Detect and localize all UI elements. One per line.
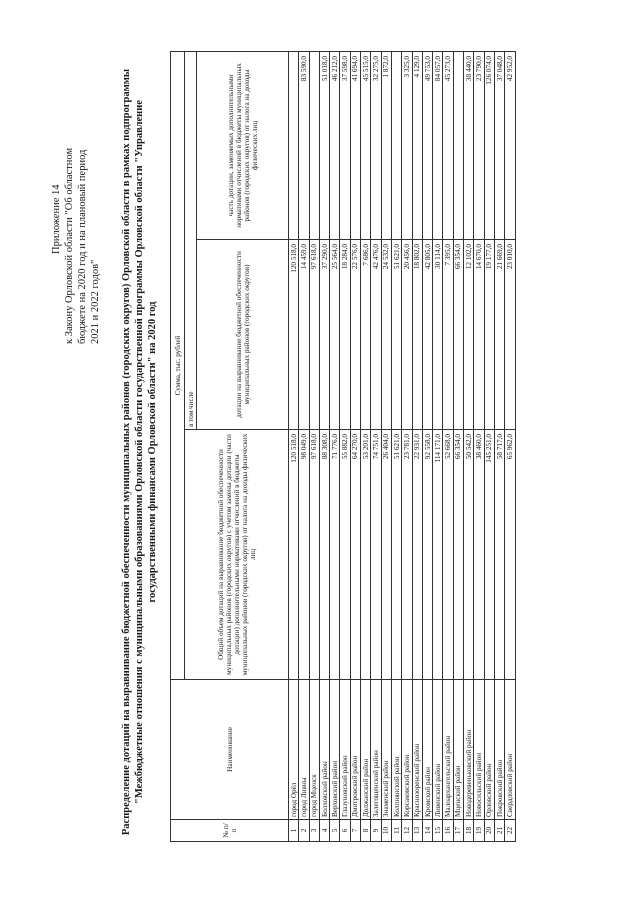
row-name: Болховский район: [319, 680, 329, 820]
row-col-a: 7 395,0: [443, 240, 453, 430]
row-number: 6: [340, 820, 350, 842]
document-page: [40, 22, 600, 882]
row-col-a: 20 456,0: [402, 240, 412, 430]
table-row: [433, 51, 443, 841]
table-row: [412, 51, 422, 841]
row-col-b: [289, 51, 299, 239]
row-col-a: 120 518,0: [289, 240, 299, 430]
row-name: Орловский район: [484, 680, 494, 820]
row-col-a: 30 114,0: [433, 240, 443, 430]
row-col-b: 3 325,0: [402, 51, 412, 239]
table-row: [402, 51, 412, 841]
row-total: 145 251,0: [484, 430, 494, 680]
row-number: 18: [464, 820, 474, 842]
row-number: 14: [422, 820, 432, 842]
row-number: 1: [289, 820, 299, 842]
row-col-b: 4 129,0: [412, 51, 422, 239]
row-number: 21: [494, 820, 504, 842]
row-total: 53 201,0: [361, 430, 371, 680]
row-total: 50 542,0: [464, 430, 474, 680]
row-total: 74 751,0: [371, 430, 381, 680]
row-total: 66 354,0: [453, 430, 463, 680]
row-col-b: 49 753,0: [422, 51, 432, 239]
row-total: 22 931,0: [412, 430, 422, 680]
row-number: 15: [433, 820, 443, 842]
row-col-b: 45 515,0: [361, 51, 371, 239]
table-row: [391, 51, 401, 841]
table-row: [350, 51, 360, 841]
table-row: [494, 51, 504, 841]
row-col-a: 66 354,0: [453, 240, 463, 430]
row-total: 98 049,0: [299, 430, 309, 680]
row-total: 64 270,0: [350, 430, 360, 680]
row-col-b: [453, 51, 463, 239]
table-row: [484, 51, 494, 841]
row-number: 11: [391, 820, 401, 842]
table-row: [474, 51, 484, 841]
row-name: Кромской район: [422, 680, 432, 820]
row-name: Корсаковский район: [402, 680, 412, 820]
table-row: [422, 51, 432, 841]
row-number: 10: [381, 820, 391, 842]
row-col-b: 1 872,0: [381, 51, 391, 239]
row-col-b: 45 273,0: [443, 51, 453, 239]
row-col-b: [309, 51, 319, 239]
table-row: [330, 51, 340, 841]
row-name: Должанский район: [361, 680, 371, 820]
row-col-a: 42 805,0: [422, 240, 432, 430]
row-col-b: [391, 51, 401, 239]
table-row: [309, 51, 319, 841]
table-row: [464, 51, 474, 841]
row-total: 92 558,0: [422, 430, 432, 680]
header-including: в том числе: [185, 51, 197, 429]
row-number: 13: [412, 820, 422, 842]
row-col-b: 37 598,0: [340, 51, 350, 239]
row-col-b: 46 212,0: [330, 51, 340, 239]
appendix-header: [50, 44, 102, 344]
allocation-table: [170, 51, 516, 842]
row-col-a: 14 670,0: [474, 240, 484, 430]
header-name: Наименование: [171, 680, 289, 820]
row-col-a: 18 802,0: [412, 240, 422, 430]
row-name: Дмитровский район: [350, 680, 360, 820]
row-number: 8: [361, 820, 371, 842]
row-col-b: 83 590,0: [299, 51, 309, 239]
appendix-line: Приложение 14: [51, 184, 62, 254]
row-col-a: 23 010,0: [505, 240, 515, 430]
row-col-b: 84 057,0: [433, 51, 443, 239]
row-col-a: 12 102,0: [464, 240, 474, 430]
row-col-a: 19 177,0: [484, 240, 494, 430]
table-row: [361, 51, 371, 841]
row-col-a: 14 459,0: [299, 240, 309, 430]
row-name: Ливенский район: [433, 680, 443, 820]
row-col-a: 51 621,0: [391, 240, 401, 430]
row-total: 26 404,0: [381, 430, 391, 680]
row-number: 5: [330, 820, 340, 842]
row-total: 51 621,0: [391, 430, 401, 680]
row-number: 12: [402, 820, 412, 842]
table-row: [505, 51, 515, 841]
row-total: 52 668,0: [443, 430, 453, 680]
row-col-b: 23 790,0: [474, 51, 484, 239]
row-total: 23 781,0: [402, 430, 412, 680]
row-name: Покровский район: [494, 680, 504, 820]
row-number: 16: [443, 820, 453, 842]
row-total: 88 308,0: [319, 430, 329, 680]
table-row: [299, 51, 309, 841]
row-name: Малоархангельский район: [443, 680, 453, 820]
document-title: Распределение дотаций на выравнивание бюджетной обеспеченности муниципальных районов (городских округов) Орловской области в рамках подпрограммы "Межбюджетные отношения с муниципальными образованиями Орловской области государственной программы Орловской области "Управление государственными финансами Орловской области" на 2020 год: [121, 68, 158, 836]
row-name: город Орёл: [289, 680, 299, 820]
row-col-a: 24 532,0: [381, 240, 391, 430]
row-total: 120 518,0: [289, 430, 299, 680]
row-number: 7: [350, 820, 360, 842]
row-total: 38 460,0: [474, 430, 484, 680]
row-col-b: 38 440,0: [464, 51, 474, 239]
row-col-b: 41 694,0: [350, 51, 360, 239]
header-num: № п/п: [171, 820, 289, 842]
row-number: 22: [505, 820, 515, 842]
row-col-a: 97 618,0: [309, 240, 319, 430]
table-row: [340, 51, 350, 841]
row-number: 9: [371, 820, 381, 842]
appendix-line: 2021 и 2022 годов": [90, 259, 101, 344]
row-name: Мценский район: [453, 680, 463, 820]
row-col-b: 42 952,0: [505, 51, 515, 239]
row-name: Залегощенский район: [371, 680, 381, 820]
row-name: Свердловский район: [505, 680, 515, 820]
appendix-line: к Закону Орловской области "Об областном: [64, 147, 75, 344]
row-col-a: 25 564,0: [330, 240, 340, 430]
row-total: 71 776,0: [330, 430, 340, 680]
row-col-a: 42 476,0: [371, 240, 381, 430]
row-total: 55 882,0: [340, 430, 350, 680]
row-number: 4: [319, 820, 329, 842]
row-name: Верховский район: [330, 680, 340, 820]
header-col-b: часть дотации, заменяемых дополнительными нормативами отчислений в бюджеты муниципальных районов (городских округов) от налога на доходы физических лиц: [197, 51, 289, 239]
row-total: 65 962,0: [505, 430, 515, 680]
row-name: Глазуновский район: [340, 680, 350, 820]
row-total: 97 618,0: [309, 430, 319, 680]
row-name: город Ливны: [299, 680, 309, 820]
row-col-a: 18 284,0: [340, 240, 350, 430]
table-row: [381, 51, 391, 841]
header-sum-group: Сумма, тыс. рублей: [171, 51, 185, 679]
row-number: 3: [309, 820, 319, 842]
row-col-b: 126 074,0: [484, 51, 494, 239]
row-name: Колпнянский район: [391, 680, 401, 820]
row-name: Новодеревеньковский район: [464, 680, 474, 820]
row-col-b: 32 275,0: [371, 51, 381, 239]
table-row: [371, 51, 381, 841]
row-number: 19: [474, 820, 484, 842]
row-name: Знаменский район: [381, 680, 391, 820]
row-number: 2: [299, 820, 309, 842]
row-name: город Мценск: [309, 680, 319, 820]
table-body: [289, 51, 516, 841]
header-total: Общий объем дотаций на выравнивание бюджетной обеспеченности муниципальных районов (городских округов) с учетом замены дотации (части дотации) дополнительными нормативами отчислений в бюджеты муниципальных районов (городских округов) от налога на доходы физических лиц: [185, 430, 289, 680]
row-total: 58 717,0: [494, 430, 504, 680]
row-col-a: 7 686,0: [361, 240, 371, 430]
table-row: [453, 51, 463, 841]
row-number: 17: [453, 820, 463, 842]
row-col-a: 37 290,0: [319, 240, 329, 430]
header-col-a: дотации на выравнивание бюджетной обеспеченности муниципальных районов (городских округов): [197, 240, 289, 430]
row-number: 20: [484, 820, 494, 842]
row-total: 114 171,0: [433, 430, 443, 680]
appendix-line: бюджете на 2020 год и на плановый период: [77, 149, 88, 344]
row-name: Краснозоренский район: [412, 680, 422, 820]
row-col-a: 21 669,0: [494, 240, 504, 430]
row-name: Новосильский район: [474, 680, 484, 820]
row-col-b: 51 018,0: [319, 51, 329, 239]
table-row: [443, 51, 453, 841]
row-col-b: 37 048,0: [494, 51, 504, 239]
row-col-a: 22 576,0: [350, 240, 360, 430]
table-row: [319, 51, 329, 841]
table-row: [289, 51, 299, 841]
